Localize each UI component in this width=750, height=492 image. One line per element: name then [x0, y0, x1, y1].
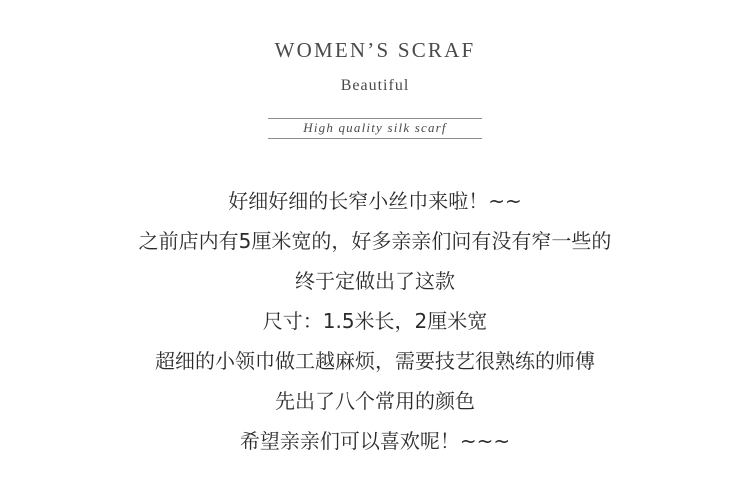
description-line: 好细好细的长窄小丝巾来啦！~~ — [228, 189, 522, 213]
tagline-banner — [268, 116, 482, 140]
tagline-bottom-rule — [268, 138, 482, 139]
description-line: 终于定做出了这款 — [295, 269, 455, 293]
description-line: 先出了八个常用的颜色 — [275, 389, 475, 413]
description-text — [0, 185, 750, 465]
tagline-top-rule — [268, 118, 482, 119]
tagline-text: High quality silk scarf — [303, 120, 447, 135]
description-line: 之前店内有5厘米宽的，好多亲亲们问有没有窄一些的 — [138, 229, 612, 253]
page-title: WOMEN’S SCRAF — [274, 38, 476, 62]
description-line: 超细的小领巾做工越麻烦，需要技艺很熟练的师傅 — [155, 349, 595, 373]
description-line: 希望亲亲们可以喜欢呢！~~~ — [239, 429, 511, 453]
description-line: 尺寸：1.5米长，2厘米宽 — [262, 309, 488, 333]
subtitle: Beautiful — [340, 77, 410, 94]
